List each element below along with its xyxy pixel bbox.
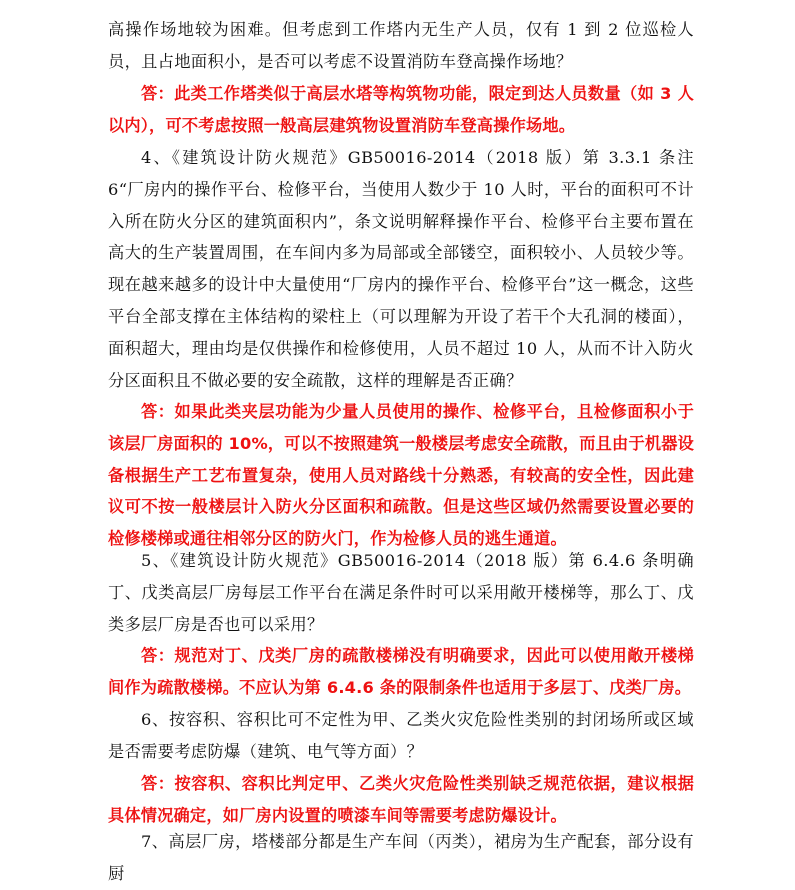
answer-6: 答：按容积、容积比判定甲、乙类火灾危险性类别缺乏规范依据，建议根据具体情况确定，如厂房内设置的喷漆车间等需要考虑防爆设计。 (108, 774, 694, 825)
answer-3: 答：此类工作塔类似于高层水塔等构筑物功能，限定到达人员数量（如 3 人以内），可不考虑按照一般高层建筑物设置消防车登高操作场地。 (108, 84, 694, 135)
question-3-continuation: 高操作场地较为困难。但考虑到工作塔内无生产人员，仅有 1 到 2 位巡检人员，且占地面积小，是否可以考虑不设置消防车登高操作场地？ (108, 20, 694, 71)
question-7-start: 7、高层厂房，塔楼部分都是生产车间（丙类），裙房为生产配套，部分设有厨 (108, 832, 694, 883)
question-5: 5、《建筑设计防火规范》GB50016-2014（2018 版）第 6.4.6 条明确丁、戊类高层厂房每层工作平台在满足条件时可以采用敞开楼梯等，那么丁、戊类多层厂房是否也可以采用？ (108, 551, 694, 634)
question-6: 6、按容积、容积比可不定性为甲、乙类火灾危险性类别的封闭场所或区域是否需要考虑防爆（建筑、电气等方面）？ (108, 710, 694, 761)
answer-5: 答：规范对丁、戊类厂房的疏散楼梯没有明确要求，因此可以使用敞开楼梯间作为疏散楼梯。不应认为第 6.4.6 条的限制条件也适用于多层丁、戊类厂房。 (108, 646, 694, 697)
answer-4: 答：如果此类夹层功能为少量人员使用的操作、检修平台，且检修面积小于该层厂房面积的 10%，可以不按照建筑一般楼层考虑安全疏散，而且由于机器设备根据生产工艺布置复杂，使用人员对路线十分熟悉，有较高的安全性，因此建议可不按一般楼层计入防火分区面积和疏散。但是这些区域仍然需要设置必要的检修楼梯或通往相邻分区的防火门，作为检修人员的逃生通道。 (108, 402, 694, 549)
question-4: 4、《建筑设计防火规范》GB50016-2014（2018 版）第 3.3.1 条注 6“厂房内的操作平台、检修平台，当使用人数少于 10 人时，平台的面积可不计入所在防火分区的建筑面积内”，条文说明解释操作平台、检修平台主要布置在高大的生产装置周围，在车间内多为局部或全部镂空，面积较小、人员较少等。现在越来越多的设计中大量使用“厂房内的操作平台、检修平台”这一概念，这些平台全部支撑在主体结构的梁柱上（可以理解为开设了若干个大孔洞的楼面），面积超大，理由均是仅供操作和检修使用，人员不超过 10 人，从而不计入防火分区面积且不做必要的安全疏散，这样的理解是否正确？ (108, 148, 694, 390)
